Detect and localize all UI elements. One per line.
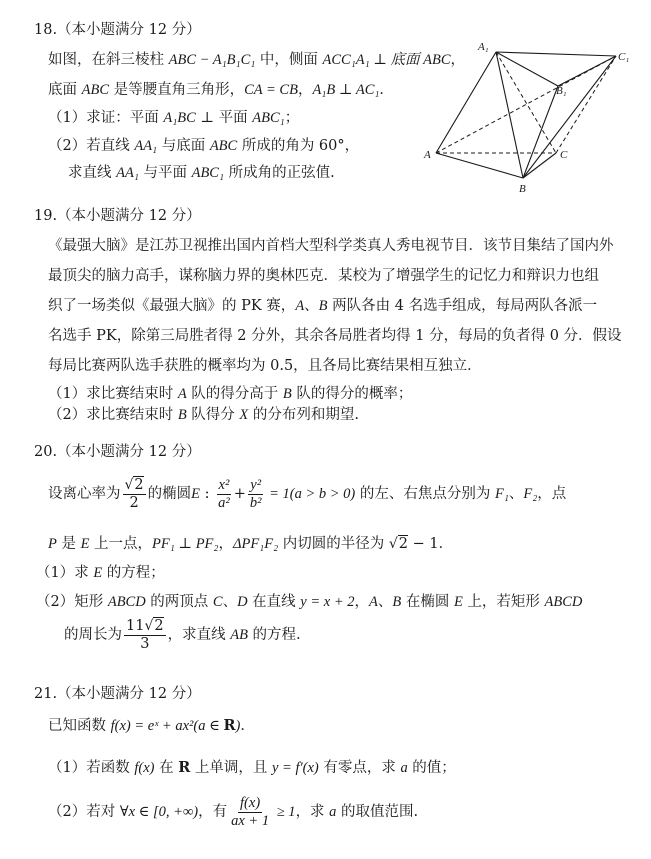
y-term-fraction: $\frac{\text{y²}}{\text{b²}}$ [249, 476, 262, 511]
q20-line-1: 设离心率为 $\frac{√2}{2}$ 的椭圆E : $\frac{\text{x²}}{\text{a²}}$ + $\frac{\text{y²}}{\text{b²}}$ = 1(a > b > 0) 的左、右焦点分别为 F₁、F₂，点 [48, 476, 567, 511]
q19-line-2: 最顶尖的脑力高手，谋称脑力界的奥林匹克．某校为了增强学生的记忆力和辩识力也组 [48, 268, 599, 284]
q19-line-5: 每局比赛两队选手获胜的概率均为 0.5，且各局比赛结果相互独立． [48, 358, 482, 374]
q18-header: 18.（本小题满分 12 分） [34, 22, 201, 38]
perimeter-fraction: $\frac{11√2}{3}$ [126, 617, 164, 652]
label-C: C [560, 149, 568, 161]
edge-A-A1 [436, 52, 496, 153]
q20-part-2: （2）矩形 ABCD 的两顶点 C、D 在直线 y = x + 2，A、B 在椭圆 E 上，若矩形 ABCD [36, 594, 583, 610]
q18-part-2-cont: 求直线 AA₁ 与平面 ABC₁ 所成角的正弦值. [68, 165, 335, 181]
q21-header: 21.（本小题满分 12 分） [34, 686, 201, 702]
edge-A1-B1 [496, 52, 558, 86]
edge-A1-B [496, 52, 523, 178]
ratio-fraction: $\frac{f(x)}{ax + 1}$ [231, 794, 270, 829]
label-A: A [424, 149, 431, 161]
q19-line-3: 织了一场类似《最强大脑》的 PK 赛，A、B 两队各由 4 名选手组成，每局两队各派一 [48, 298, 598, 314]
q20-header: 20.（本小题满分 12 分） [34, 444, 201, 460]
q19-line-1: 《最强大脑》是江苏卫视推出国内首档大型科学类真人秀电视节目．该节目集结了国内外 [48, 238, 614, 254]
label-B1: B₁ [556, 85, 567, 97]
edge-A-B [436, 153, 523, 178]
q18-line-1: 如图，在斜三棱柱 ABC − A₁B₁C₁ 中，侧面 ACC₁A₁ ⊥ 底面 ABC， [48, 52, 466, 68]
edge-A1-C1 [496, 52, 616, 56]
q19-part-1: （1）求比赛结束时 A 队的得分高于 B 队的得分的概率； [48, 386, 413, 402]
prism-figure [420, 38, 635, 196]
label-A1: A₁ [478, 41, 489, 53]
q20-line-2: P 是 E 上一点，PF₁ ⊥ PF₂，ΔPF₁F₂ 内切圆的半径为 √2 − 1． [48, 536, 454, 552]
label-B: B [519, 183, 526, 195]
edge-A1-C [496, 52, 556, 153]
q18-part-2: （2）若直线 AA₁ 与底面 ABC 所成的角为 60°， [48, 138, 360, 154]
x-term-fraction: $\frac{\text{x²}}{\text{a²}}$ [218, 476, 230, 511]
q18-part-1: （1）求证：平面 A₁BC ⊥ 平面 ABC₁； [48, 110, 300, 126]
q21-function: 已知函数 f(x) = eˣ + ax²(a ∈ R)． [48, 717, 255, 734]
eccentricity-fraction: $\frac{√2}{2}$ [124, 476, 144, 511]
q19-part-2: （2）求比赛结束时 B 队得分 X 的分布列和期望. [48, 407, 359, 423]
label-C1: C₁ [618, 51, 630, 63]
q18-line-2: 底面 ABC 是等腰直角三角形，CA = CB，A₁B ⊥ AC₁． [48, 82, 394, 98]
q19-header: 19.（本小题满分 12 分） [34, 208, 201, 224]
q21-part-1: （1）若函数 f(x) 在 R 上单调，且 y = f′(x) 有零点，求 a 的值； [48, 759, 456, 776]
q21-part-2: （2）若对 ∀x ∈ [0, +∞)，有 $\frac{f(x)}{ax + 1}$ ≥ 1，求 a 的取值范围. [48, 794, 419, 829]
q20-part-2-cont: 的周长为 $\frac{11√2}{3}$ ，求直线 AB 的方程. [64, 617, 301, 652]
edge-C-C1 [556, 56, 616, 153]
q19-line-4: 名选手 PK，除第三局胜者得 2 分外，其余各局胜者均得 1 分，每局的负者得 0 分．假设 [48, 328, 622, 344]
q20-part-1: （1）求 E 的方程； [36, 565, 165, 581]
edge-B1-C1 [558, 56, 616, 86]
